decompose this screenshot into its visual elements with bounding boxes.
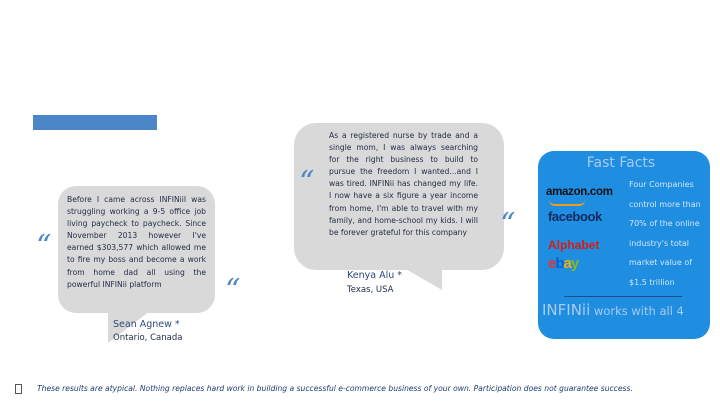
open-quote-mark: “ xyxy=(36,229,52,264)
amazon-logo: amazon.com xyxy=(546,186,613,198)
fast-facts-footer xyxy=(542,301,712,319)
document-icon xyxy=(15,384,22,394)
disclaimer-text: These results are atypical. Nothing replaces hard work in building a successful e-commerce business of your own. Participation does not guarantee success. xyxy=(37,384,633,393)
testimonial-name: Kenya Alu * xyxy=(347,270,403,281)
alphabet-logo: Alphabet xyxy=(548,238,600,252)
close-quote-mark: “ xyxy=(225,273,241,308)
testimonial-bubble-1 xyxy=(58,186,215,313)
divider xyxy=(564,296,682,297)
ebay-letter: b xyxy=(555,255,564,272)
testimonial-location: Ontario, Canada xyxy=(113,333,183,343)
testimonial-location: Texas, USA xyxy=(347,285,394,295)
amazon-smile-icon xyxy=(549,200,585,206)
open-quote-mark: “ xyxy=(299,165,315,200)
close-quote-mark: “ xyxy=(500,207,516,242)
ebay-letter: a xyxy=(563,255,571,272)
ebay-logo xyxy=(548,255,578,272)
fast-facts-title: Fast Facts xyxy=(586,155,656,171)
testimonial-name: Sean Agnew * xyxy=(113,319,180,330)
testimonial-bubble-2 xyxy=(294,123,504,270)
ebay-letter: y xyxy=(570,255,579,272)
title-placeholder-bar xyxy=(33,115,157,130)
fast-facts-panel xyxy=(538,151,710,339)
testimonial-text: As a registered nurse by trade and a single mom, I was always searching for the right business to build to pursue the freedom I wanted...and I was tired. INFINii has changed my life. I now have a six figure a year income from home, I'm able to travel with my family, and home-school my kids. I will be forever grateful for this company xyxy=(329,131,478,237)
ebay-letter: e xyxy=(548,255,556,272)
testimonial-text: Before I came across INFINiiI was struggling working a 9-5 office job living paycheck to paycheck. Since November 2013 however I've earned $303,577 which allowed me to fire my boss and become a work from home dad all using the powerful INFINii platform xyxy=(67,195,206,289)
footer-claim: works with all 4 xyxy=(590,304,684,318)
brand-name: INFINii xyxy=(542,301,591,319)
facebook-logo: facebook xyxy=(548,209,602,224)
speech-bubble-tail xyxy=(404,268,442,290)
fast-facts-text: Four Companies control more than 70% of the online industry's total market value of $1.5 trillion xyxy=(629,180,701,287)
